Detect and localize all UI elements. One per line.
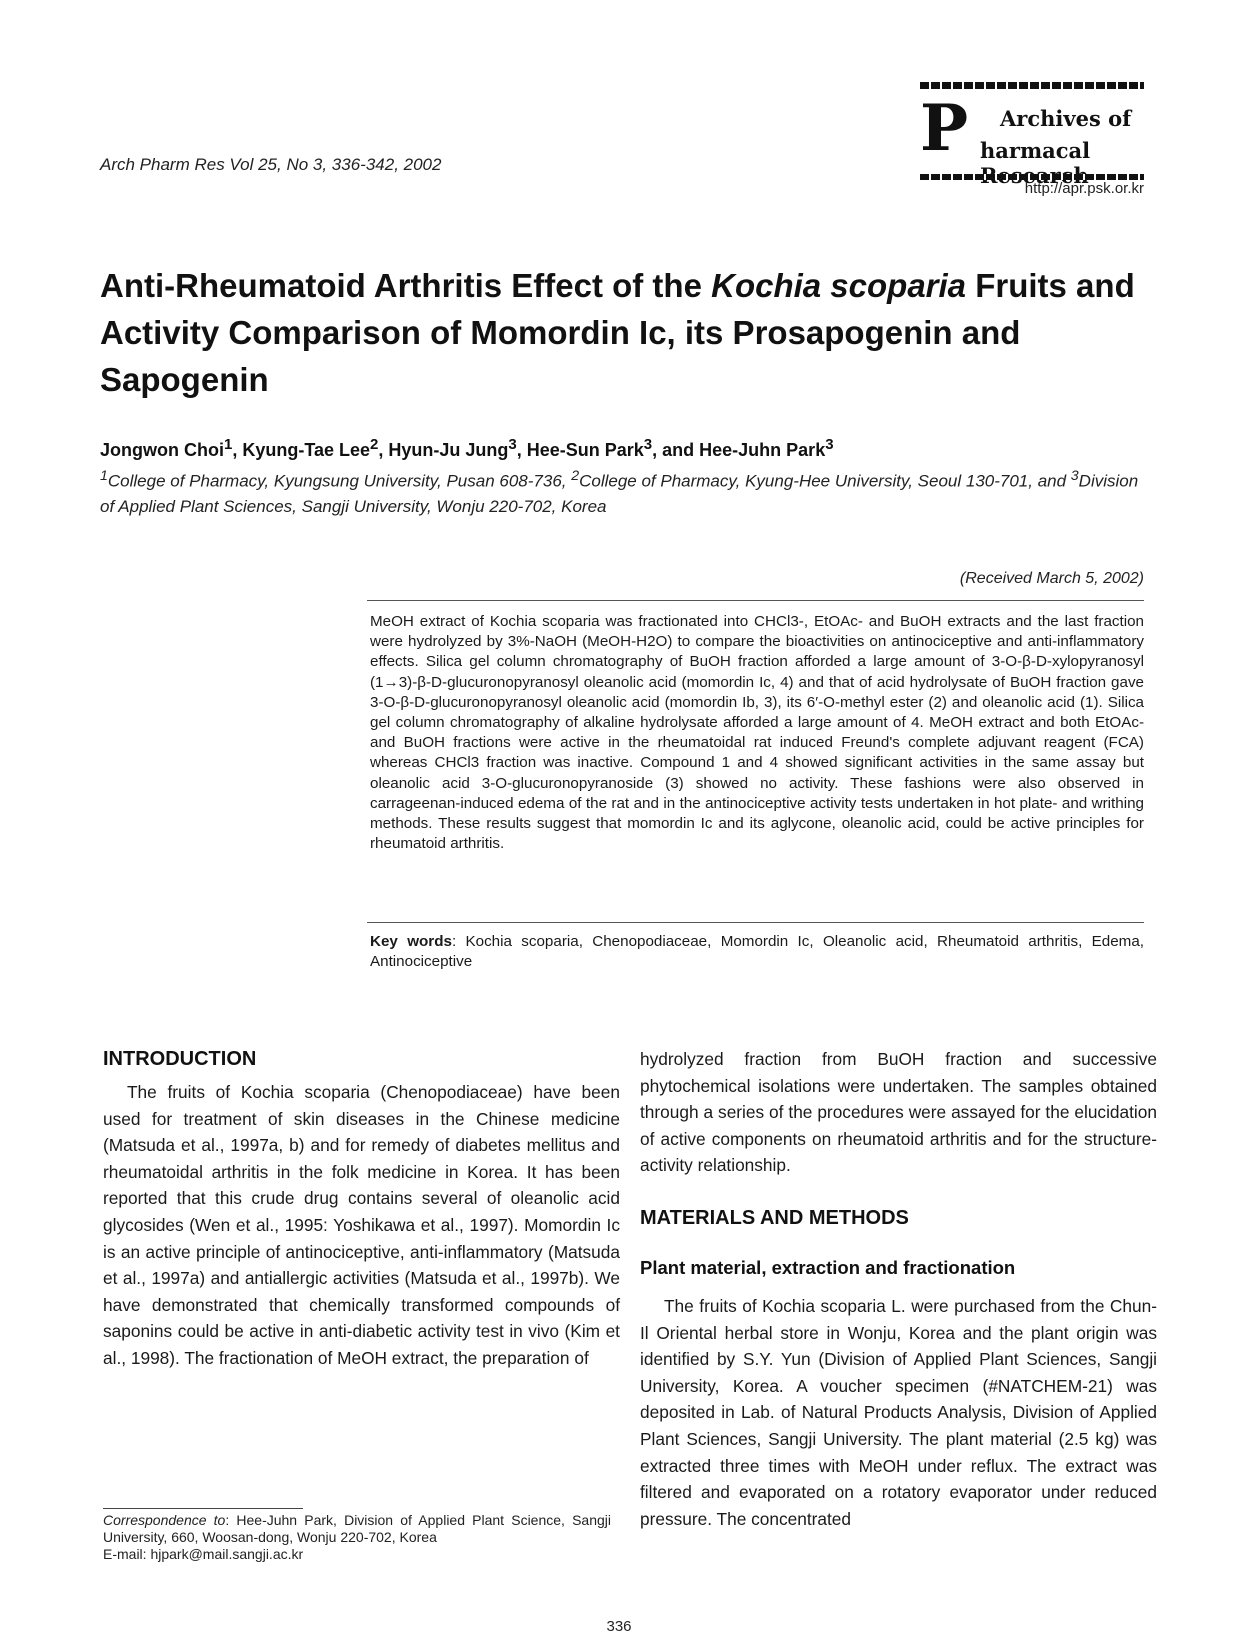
- author: Hyun-Ju Jung$^3$,: [388, 436, 527, 460]
- right-column: [640, 1046, 1157, 1532]
- footnote-rule: [103, 1508, 303, 1509]
- received-date: (Received March 5, 2002): [959, 570, 1144, 587]
- logo-top-rule: [920, 82, 1144, 89]
- intro-continuation: hydrolyzed fraction from BuOH fraction and successive phytochemical isolations were undertaken. The samples obtained through a series of the procedures were assayed for the elucidation of active components on rheumatoid arthritis and for the structure-activity relationship.: [640, 1049, 1157, 1176]
- keywords: [370, 932, 1144, 972]
- article-title: [100, 262, 1160, 403]
- affiliation: College of Pharmacy, Kyungsung University, Pusan 608-736,: [107, 471, 572, 491]
- affiliation: College of Pharmacy, Kyung-Hee University, Seoul 130-701, and: [579, 471, 1071, 491]
- journal-citation: Arch Pharm Res Vol 25, No 3, 336-342, 2002: [100, 155, 442, 174]
- logo-letter: P: [920, 91, 969, 166]
- footnote-email[interactable]: E-mail: hjpark@mail.sangji.ac.kr: [103, 1546, 304, 1562]
- affiliations: $^1$College of Pharmacy, Kyungsung University, Pusan 608-736, $^2$College of Pharmacy, Kyung-Hee University, Seoul 130-701, and $^3$Division of Applied Plant Sciences, Sangji University, Wonju 220-702, Korea: [100, 468, 1139, 516]
- title-text: Anti-Rheumatoid Arthritis Effect of the: [100, 267, 712, 304]
- journal-url[interactable]: http://apr.psk.or.kr: [1024, 180, 1144, 197]
- footnote-text: : Hee-Juhn Park, Division of Applied Plant Science, Sangji University, 660, Woosan-dong, Wonju 220-702, Korea: [103, 1512, 611, 1545]
- footnote-label: Correspondence to: [103, 1512, 226, 1528]
- page-number: 336: [606, 1618, 632, 1635]
- intro-paragraph: The fruits of Kochia scoparia (Chenopodiaceae) have been used for treatment of skin diseases in the Chinese medicine (Matsuda et al., 1997a, b) and for remedy of diabetes mellitus and rheumatoidal arthritis in the folk medicine in Korea. It has been reported that this crude drug contains several of oleanolic acid glycosides (Wen et al., 1995: Yoshikawa et al., 1997). Momordin Ic is an active principle of antinociceptive, anti-inflammatory (Matsuda et al., 1997a) and antiallergic activities (Matsuda et al., 1997b). We have demonstrated that chemically transformed compounds of saponins could be active in anti-diabetic activity test in vivo (Kim et al., 1998). The fractionation of MeOH extract, the preparation of: [103, 1082, 620, 1368]
- title-text-rest: Fruits and Activity Comparison of Momordin Ic, its Prosapogenin and Sapogenin: [100, 267, 1135, 398]
- section-heading-methods: MATERIALS AND METHODS: [640, 1206, 909, 1229]
- abstract-bottom-rule: [367, 922, 1144, 923]
- logo-line-1: Archives of: [1000, 106, 1132, 131]
- author: Hee-Juhn Park$^3$: [699, 436, 834, 460]
- author: Jongwon Choi$^1$,: [100, 436, 243, 460]
- abstract-top-rule: [367, 600, 1144, 601]
- author: Hee-Sun Park$^3$, and: [526, 436, 700, 460]
- subsection-heading-plant: Plant material, extraction and fractionation: [640, 1256, 1016, 1278]
- author: Kyung-Tae Lee$^2$,: [242, 436, 389, 460]
- abstract: MeOH extract of Kochia scoparia was fractionated into CHCl3-, EtOAc- and BuOH extracts and the last fraction were hydrolyzed by 3%-NaOH (MeOH-H2O) to compare the bioactivities on antinociceptive and anti-inflammatory effects. Silica gel column chromatography of BuOH fraction afforded a large amount of 3-O-β-D-xylopyranosyl (1→3)-β-D-glucuronopyranosyl oleanolic acid (momordin Ic, 4) and that of acid hydrolysate of BuOH fraction gave 3-O-β-D-glucuronopyranosyl oleanolic acid (momordin Ib, 3), its 6′-O-methyl ester (2) and oleanolic acid (1). Silica gel column chromatography of alkaline hydrolysate afforded a large amount of 4. MeOH extract and both EtOAc- and BuOH fractions were active in the rheumatoidal rat induced Freund's complete adjuvant reagent (FCA) whereas CHCl3 fraction was inactive. Compound 1 and 4 showed significant activities in the same assay but oleanolic acid 3-O-glucuronopyranoside (3) showed no activity. These fashions were also observed in carrageenan-induced edema of the rat and in the antinociceptive activity tests undertaken in hot plate- and writhing methods. These results suggest that momordin Ic and its aglycone, oleanolic acid, could be active principles for rheumatoid arthritis.: [370, 613, 1144, 853]
- logo-line-2: harmacal: [980, 138, 1091, 163]
- journal-logo: [920, 80, 1144, 190]
- left-column: [103, 1079, 620, 1372]
- correspondence-footnote: [103, 1512, 611, 1563]
- affiliation: Division of Applied Plant Sciences, Sangji University, Wonju 220-702, Korea: [100, 471, 1139, 516]
- keywords-label: Key words: [370, 933, 452, 950]
- keywords-text: : Kochia scoparia, Chenopodiaceae, Momordin Ic, Oleanolic acid, Rheumatoid arthritis, Edema, Antinociceptive: [370, 933, 1144, 971]
- title-species: Kochia scoparia: [711, 267, 967, 304]
- section-heading-introduction: INTRODUCTION: [103, 1048, 257, 1070]
- author-list: [100, 436, 834, 461]
- plant-paragraph: The fruits of Kochia scoparia L. were purchased from the Chun-Il Oriental herbal store in Wonju, Korea and the plant origin was identified by S.Y. Yun (Division of Applied Plant Sciences, Sangji University, Korea. A voucher specimen (#NATCHEM-21) was deposited in Lab. of Natural Products Analysis, Division of Applied Plant Sciences, Sangji University. The plant material (2.5 kg) was extracted three times with MeOH under reflux. The extract was filtered and evaporated on a rotatory evaporator under reduced pressure. The concentrated: [640, 1295, 1157, 1529]
